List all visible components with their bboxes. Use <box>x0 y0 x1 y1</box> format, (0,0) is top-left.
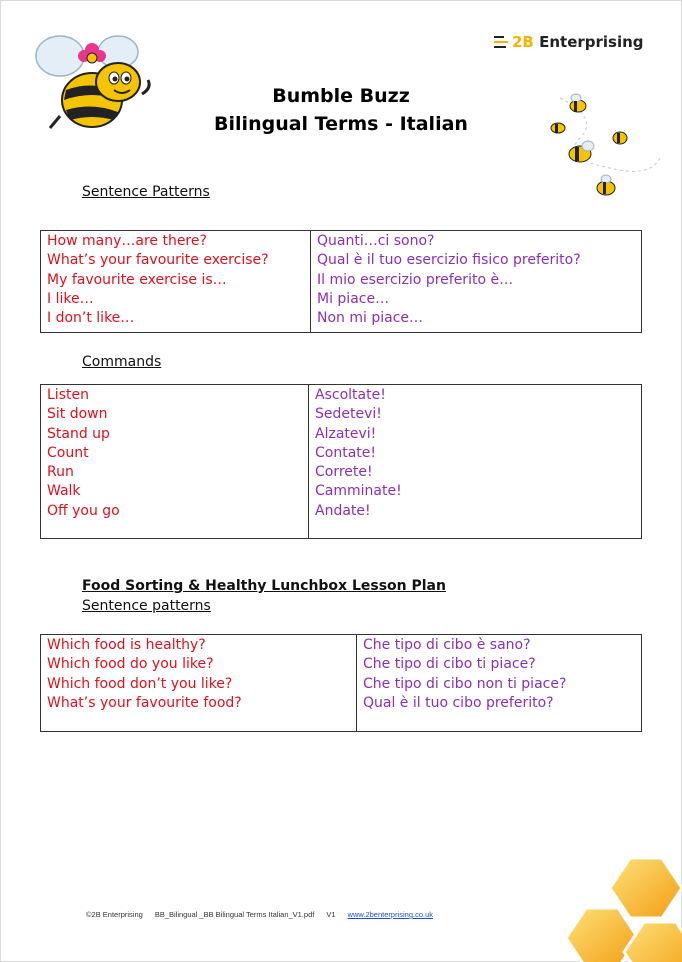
table-cell: Sedetevi! <box>315 406 382 423</box>
logo-name: Enterprising <box>539 33 644 51</box>
lesson-plan-title: Food Sorting & Healthy Lunchbox Lesson Plan <box>82 578 446 594</box>
footer-copyright: ©2B Enterprising <box>86 910 143 919</box>
honeycomb-icon <box>560 850 682 962</box>
table-cell: I don’t like… <box>47 310 135 327</box>
table-cell: Il mio esercizio preferito è… <box>317 271 514 288</box>
logo-prefix: 2B <box>512 33 534 51</box>
brand-logo <box>494 33 644 51</box>
table-cell: Which food don’t you like? <box>47 675 233 692</box>
document-subtitle: Bilingual Terms - Italian <box>214 113 468 135</box>
document-title: Bumble Buzz <box>272 85 410 107</box>
table-cell: Che tipo di cibo ti piace? <box>363 656 536 673</box>
table-cell: What’s your favourite exercise? <box>47 252 269 269</box>
table-cell: Walk <box>47 483 81 500</box>
table-cell: My favourite exercise is… <box>47 271 227 288</box>
italian-column <box>309 385 641 538</box>
table-cell: Count <box>47 444 89 461</box>
footer-website-link[interactable]: www.2benterprising.co.uk <box>347 910 434 919</box>
section-heading-commands: Commands <box>82 354 162 370</box>
table-cell: Camminate! <box>315 483 402 500</box>
table-cell: Listen <box>47 387 89 403</box>
table-cell: Andate! <box>315 502 371 519</box>
footer-filename: BB_Bilingual _BB Bilingual Terms Italian_V1.pdf <box>154 910 315 919</box>
logo-lines-icon <box>494 36 508 48</box>
table-cell: Che tipo di cibo è sano? <box>363 637 531 653</box>
english-column <box>41 385 309 538</box>
table-cell: Quanti…ci sono? <box>317 233 435 249</box>
table-cell: Ascoltate! <box>315 387 386 403</box>
table-cell: Mi piace… <box>317 290 390 307</box>
table-cell: I like… <box>47 290 94 307</box>
table-cell: Alzatevi! <box>315 425 377 442</box>
page-footer <box>86 910 433 919</box>
english-column <box>41 231 311 332</box>
commands-table <box>40 384 642 539</box>
table-cell: Che tipo di cibo non ti piace? <box>363 675 567 692</box>
section-heading-sentence-patterns: Sentence Patterns <box>82 184 210 200</box>
italian-column <box>357 635 641 731</box>
table-cell: Qual è il tuo cibo preferito? <box>363 694 554 711</box>
table-cell: Correte! <box>315 464 373 481</box>
logo-text <box>512 33 644 51</box>
table-cell: Contate! <box>315 444 376 461</box>
table-cell: Which food do you like? <box>47 656 214 673</box>
table-cell: How many…are there? <box>47 233 207 249</box>
section-heading-food-sentence-patterns: Sentence patterns <box>82 598 211 614</box>
table-cell: Which food is healthy? <box>47 637 206 653</box>
sentence-patterns-table <box>40 230 642 333</box>
footer-version: V1 <box>326 910 336 919</box>
table-cell: Off you go <box>47 502 120 519</box>
food-table <box>40 634 642 732</box>
table-cell: Qual è il tuo esercizio fisico preferito? <box>317 252 581 269</box>
table-cell: Stand up <box>47 425 110 442</box>
table-cell: What’s your favourite food? <box>47 694 242 711</box>
english-column <box>41 635 357 731</box>
italian-column <box>311 231 641 332</box>
table-cell: Non mi piace… <box>317 310 424 327</box>
table-cell: Run <box>47 464 74 481</box>
table-cell: Sit down <box>47 406 108 423</box>
